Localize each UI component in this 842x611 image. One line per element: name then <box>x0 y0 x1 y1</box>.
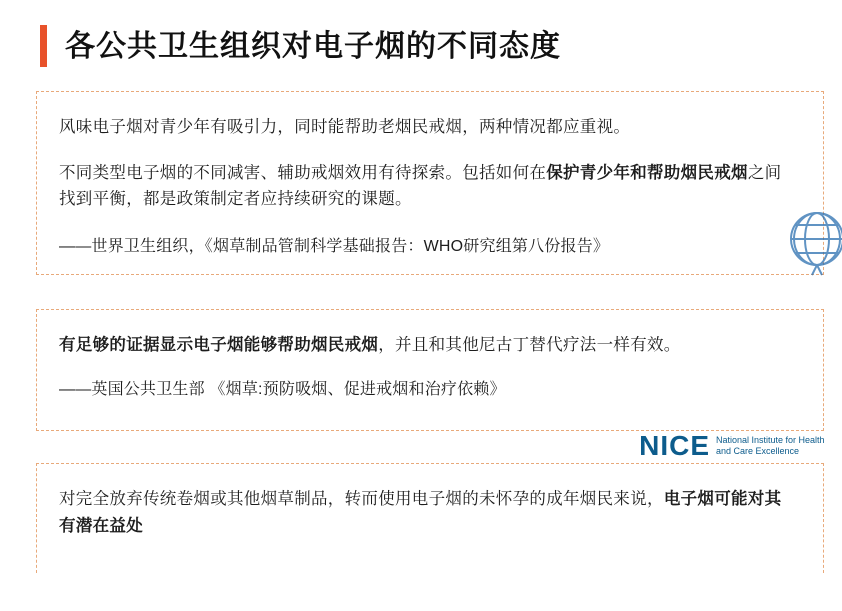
paragraph-emphasis: 保护青少年和帮助烟民戒烟 <box>546 163 748 182</box>
page-title-text: 各公共卫生组织对电子烟的不同态度 <box>65 29 561 63</box>
quote-source: ——英国公共卫生部 《烟草:预防吸烟、促进戒烟和治疗依赖》 <box>59 380 506 398</box>
paragraph-suffix: 之间找到平衡，都是政策制定者应持续研究的课题。 <box>59 163 782 209</box>
nice-logo-wordmark: NICE <box>639 430 710 461</box>
paragraph-prefix: 不同类型电子烟的不同减害、辅助戒烟效用有待探索。包括如何在 <box>59 163 547 182</box>
title-accent-bar <box>40 25 47 67</box>
quote-source: ——世界卫生组织，《烟草制品管制科学基础报告：WHO研究组第八份报告》 <box>59 238 610 256</box>
paragraph-prefix: 对完全放弃传统卷烟或其他烟草制品，转而使用电子烟的未怀孕的成年烟民来说， <box>59 490 664 508</box>
quote-paragraph <box>59 486 797 539</box>
quote-paragraph: 风味电子烟对青少年有吸引力，同时能帮助老烟民戒烟，两种情况都应重视。 <box>59 118 631 136</box>
quote-block-phe <box>36 309 824 431</box>
paragraph-suffix: ，并且和其他尼古丁替代疗法一样有效。 <box>378 336 681 354</box>
who-emblem-icon <box>782 205 842 279</box>
quote-block-third <box>36 463 824 573</box>
quote-paragraph <box>59 160 797 213</box>
page-title <box>0 0 842 62</box>
quote-paragraph <box>59 332 797 359</box>
nice-logo-subtext: National Institute for Health and Care Excellence <box>716 434 825 456</box>
paragraph-emphasis: 电子烟可能对其有潜在益处 <box>59 490 782 535</box>
quote-block-who <box>36 91 824 275</box>
nice-logo <box>639 430 826 462</box>
paragraph-emphasis: 有足够的证据显示电子烟能够帮助烟民戒烟 <box>59 336 379 354</box>
